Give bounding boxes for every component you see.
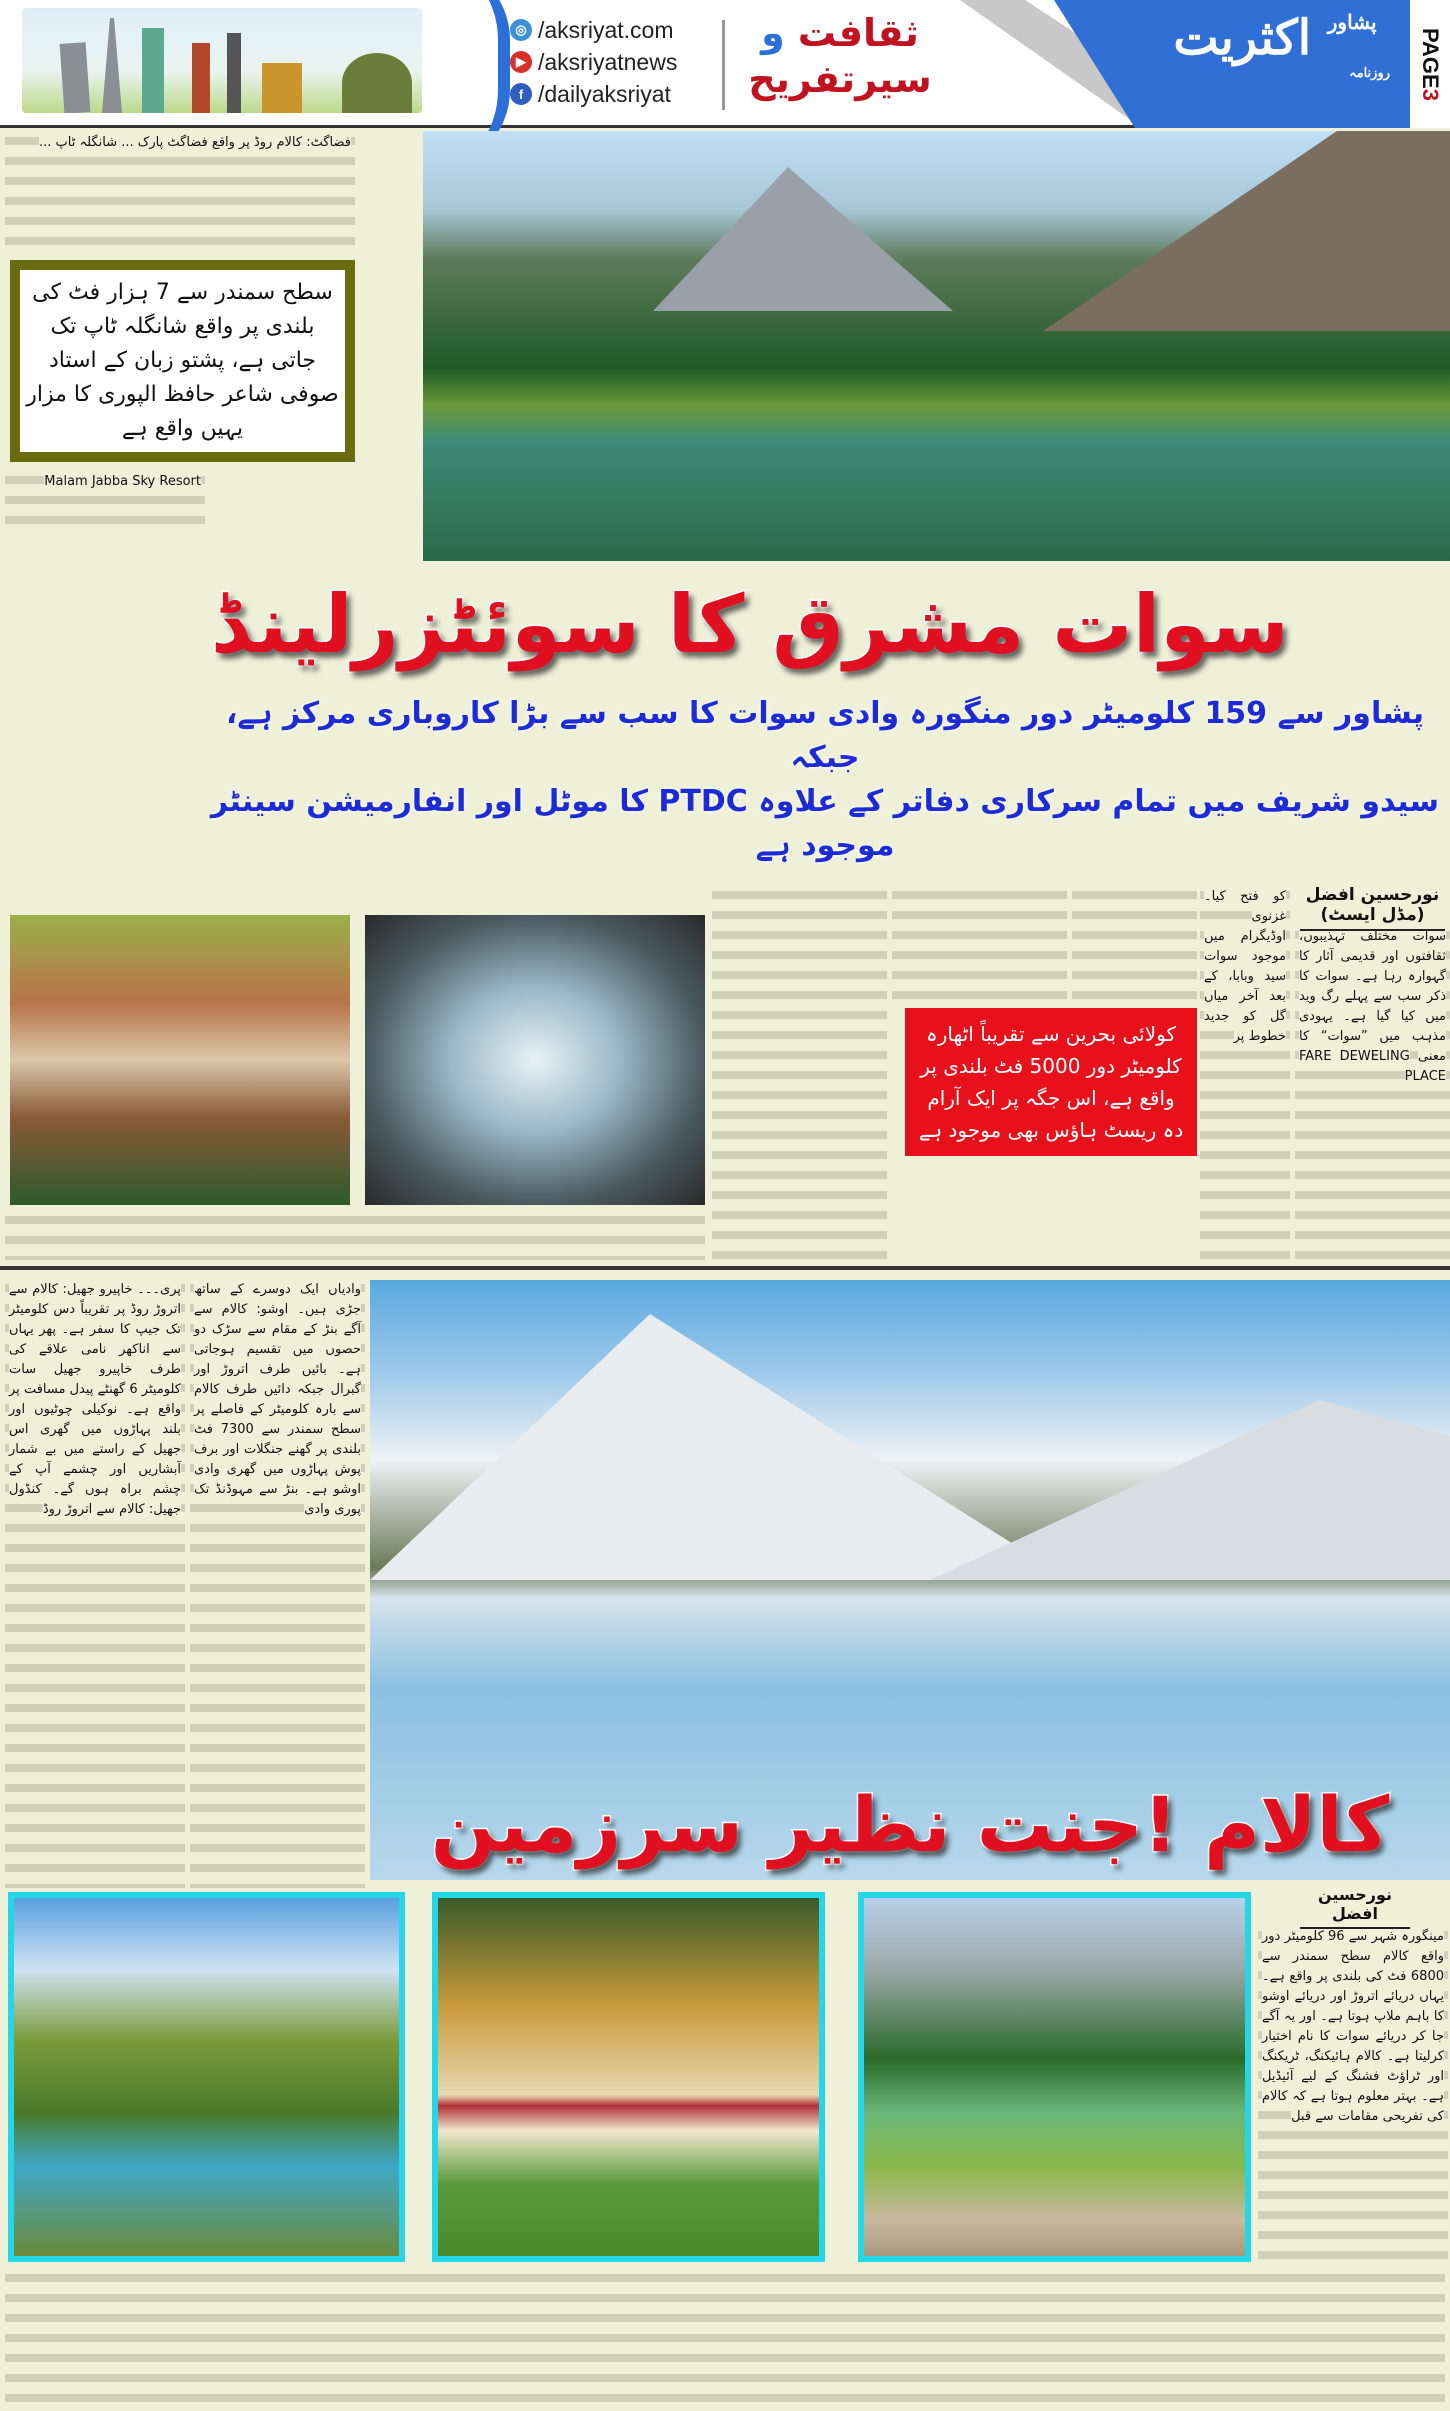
section-title: ثقافت و سیرتفریح <box>748 11 932 101</box>
social-links <box>510 14 710 110</box>
page-number: PAGE3 <box>1410 0 1450 128</box>
social-website[interactable]: ◎ /aksriyat.com <box>510 14 710 46</box>
article-column: وادیاں ایک دوسرے کے ساتھ جڑی ہیں۔ اوشو: کالام سے آگے بنڑ کے مقام سے سڑک دو حصوں میں تقسیم ہوجاتی ہے۔ بائیں طرف اتروڑ اور گبرال جبکہ دائیں طرف کالام سے بارہ کلومیٹر کے فاصلے پر سطح سمندر سے 7300 فٹ بلندی پر گھنے جنگلات اور برف پوش پہاڑوں میں گھری وادی اوشو ہے۔ بنڑ سے مہوڈنڈ تک پوری وادی <box>190 1278 365 1888</box>
article-column: سوات مختلف تہذیبوں، ثقافتوں اور قدیمی آثار کا گہوارہ رہا ہے۔ سوات کا ذکر سب سے پہلے رگ وید میں کیا گیا ہے۔ یہودی مذہب میں ”سوات“ کا معنی FARE DEWELING PLACE <box>1295 925 1450 1260</box>
meadow-photo <box>858 1892 1251 2262</box>
pull-quote: سطح سمندر سے 7 ہزار فٹ کی بلندی پر واقع شانگلہ ٹاپ تک جاتی ہے، پشتو زبان کے استاد صوفی شاعر حافظ الپوری کا مزار یہیں واقع ہے <box>10 260 355 462</box>
travel-landmarks-banner <box>22 8 422 113</box>
facebook-icon: f <box>510 83 532 105</box>
youtube-icon: ▶ <box>510 51 532 73</box>
masthead <box>0 0 1450 128</box>
article-column <box>892 885 1067 1000</box>
article-column <box>5 1210 705 1260</box>
social-facebook[interactable]: f /dailyaksriyat <box>510 78 710 110</box>
article-column: فضاگٹ: کالام روڈ پر واقع فضاگٹ پارک ... شانگلہ ٹاپ ... <box>5 131 355 256</box>
subheadline: پشاور سے 159 کلومیٹر دور منگورہ وادی سوات کا سب سے بڑا کاروباری مرکز ہے، جبکہ سیدو شریف میں تمام سرکاری دفاتر کے علاوہ PTDC کا موٹل اور انفارمیشن سینٹر موجود ہے <box>210 696 1440 863</box>
byline: نورحسین افضل (مڈل ایسٹ) <box>1300 885 1445 931</box>
byline: نورحسین افضل <box>1300 1885 1410 1929</box>
kalam-headline: کالام !جنت نظیر سرزمین <box>430 1780 1390 1869</box>
article-column <box>1072 885 1197 1000</box>
section-divider <box>0 1266 1450 1270</box>
swat-lake-photo <box>423 131 1450 561</box>
article-column: کو فتح کیا۔ غزنوی اوڈیگرام میں موجود سوات سید وبابا، کے بعد آخر میاں گل کو جدید خطوط پر <box>1200 885 1290 1260</box>
article-column <box>5 2268 1445 2408</box>
divider <box>722 20 725 110</box>
article-column: مینگورہ شہر سے 96 کلومیٹر دور واقع کالام سطح سمندر سے 6800 فٹ کی بلندی پر واقع ہے۔ یہاں دریائے اتروڑ اور دریائے اوشو کا باہم ملاپ ہوتا ہے۔ اور یہ آگے جا کر دریائے سوات کا نام اختیار کرلیتا ہے۔ کالام ہائیکنگ، ٹریکنگ اور ٹراؤٹ فشنگ کے لیے آئیڈیل ہے۔ بہتر معلوم ہوتا ہے کہ کالام کی تفریحی مقامات سے قبل <box>1258 1925 1448 2265</box>
article-column: Malam Jabba Sky Resort <box>5 470 205 530</box>
town-photo <box>10 915 350 1205</box>
rest-house-photo <box>432 1892 825 2262</box>
article-column <box>712 885 887 1260</box>
valley-river-photo <box>8 1892 405 2262</box>
newspaper-logo: $^{پشاور}$ اکثریت روزنامہ <box>1173 10 1390 81</box>
main-headline: سوات مشرق کا سوئٹزرلینڈ <box>211 578 1289 671</box>
article-column: پری۔۔۔ خاپیرو جھیل: کالام سے اتروڑ روڈ پر تقریباً دس کلومیٹر تک جیپ کا سفر ہے۔ پھر یہاں سے اناکھر نامی علاقے کی طرف خاپیرو جھیل سات کلومیٹر 6 گھنٹے پیدل مسافت پر واقع ہے۔ نوکیلی چوٹیوں اور بلند پہاڑوں میں گھری اس جھیل کے راستے میں بے شمار آبشاریں اور چشمے آپ کے چشم براہ ہوں گے۔ کنڈول جھیل: کالام سے اتروڑ روڈ <box>5 1278 185 1888</box>
social-youtube[interactable]: ▶ /aksriyatnews <box>510 46 710 78</box>
waterfall-photo <box>365 915 705 1205</box>
highlight-box: کولائی بحرین سے تقریباً اٹھارہ کلومیٹر دور 5000 فٹ بلندی پر واقع ہے، اس جگہ پر ایک آرام دہ ریسٹ ہاؤس بھی موجود ہے <box>905 1008 1197 1156</box>
globe-icon: ◎ <box>510 19 532 41</box>
